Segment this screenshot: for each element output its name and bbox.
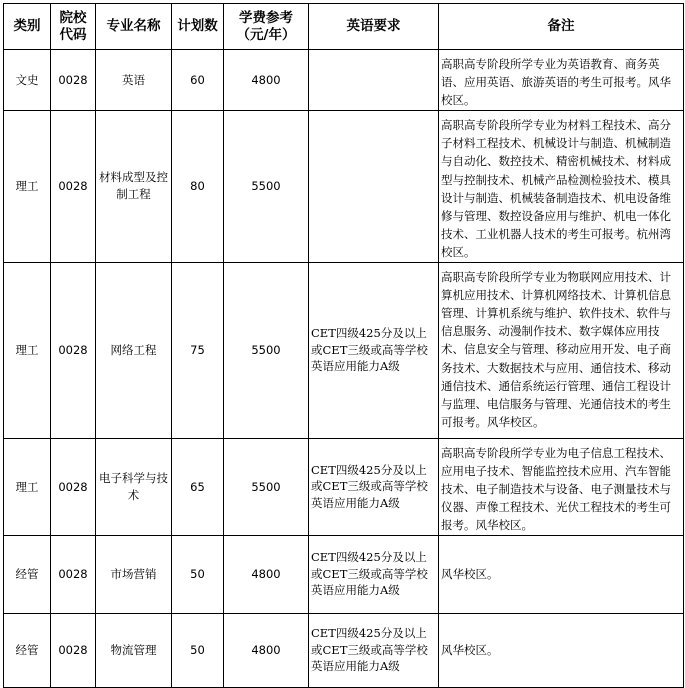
- header-major: 专业名称: [96, 4, 172, 50]
- row-major: 网络工程: [96, 262, 172, 438]
- row-tuition: 4800: [224, 50, 309, 111]
- table-row: [4, 262, 684, 438]
- row-tuition: 5500: [224, 438, 309, 535]
- header-category: 类别: [4, 4, 51, 50]
- header-notes: 备注: [439, 4, 684, 50]
- row-english-requirement: [309, 50, 439, 111]
- row-major: 英语: [96, 50, 172, 111]
- row-notes: 风华校区。: [439, 613, 684, 687]
- row-category: 经管: [4, 535, 51, 613]
- row-plan: 65: [172, 438, 224, 535]
- row-tuition: 4800: [224, 613, 309, 687]
- row-tuition: 5500: [224, 111, 309, 263]
- row-major: 电子科学与技术: [96, 438, 172, 535]
- header-english: 英语要求: [309, 4, 439, 50]
- row-school-code: 0028: [51, 111, 96, 263]
- row-school-code: 0028: [51, 613, 96, 687]
- row-school-code: 0028: [51, 438, 96, 535]
- row-tuition: 5500: [224, 262, 309, 438]
- row-english-requirement: CET四级425分及以上或CET三级或高等学校英语应用能力A级: [309, 438, 439, 535]
- row-major: 物流管理: [96, 613, 172, 687]
- row-notes: 高职高专阶段所学专业为物联网应用技术、计算机应用技术、计算机网络技术、计算机信息管理、计算机系统与维护、软件技术、软件与信息服务、动漫制作技术、数字媒体应用技术、信息安全与管理、移动应用开发、电子商务技术、大数据技术与应用、通信技术、移动通信技术、通信系统运行管理、通信工程设计与监理、电信服务与管理、光通信技术的考生可报考。风华校区。: [439, 262, 684, 438]
- table-row: [4, 438, 684, 535]
- row-school-code: 0028: [51, 50, 96, 111]
- row-plan: 80: [172, 111, 224, 263]
- row-plan: 50: [172, 535, 224, 613]
- row-notes: 高职高专阶段所学专业为电子信息工程技术、应用电子技术、智能监控技术应用、汽车智能技术、电子制造技术与设备、电子测量技术与仪器、声像工程技术、光伏工程技术的考生可报考。风华校区。: [439, 438, 684, 535]
- header-school-code: 院校代码: [51, 4, 96, 50]
- row-plan: 75: [172, 262, 224, 438]
- row-english-requirement: CET四级425分及以上或CET三级或高等学校英语应用能力A级: [309, 535, 439, 613]
- row-school-code: 0028: [51, 262, 96, 438]
- table-row: [4, 111, 684, 263]
- row-category: 理工: [4, 262, 51, 438]
- row-english-requirement: CET四级425分及以上或CET三级或高等学校英语应用能力A级: [309, 613, 439, 687]
- row-plan: 60: [172, 50, 224, 111]
- header-row: [4, 4, 684, 50]
- row-plan: 50: [172, 613, 224, 687]
- row-notes: 风华校区。: [439, 535, 684, 613]
- table-row: [4, 535, 684, 613]
- row-tuition: 4800: [224, 535, 309, 613]
- row-category: 理工: [4, 111, 51, 263]
- row-school-code: 0028: [51, 535, 96, 613]
- row-english-requirement: [309, 111, 439, 263]
- header-plan: 计划数: [172, 4, 224, 50]
- table-row: [4, 50, 684, 111]
- row-notes: 高职高专阶段所学专业为英语教育、商务英语、应用英语、旅游英语的考生可报考。风华校区。: [439, 50, 684, 111]
- header-tuition: 学费参考（元/年）: [224, 4, 309, 50]
- row-category: 文史: [4, 50, 51, 111]
- row-category: 理工: [4, 438, 51, 535]
- table-row: [4, 613, 684, 687]
- row-major: 市场营销: [96, 535, 172, 613]
- admissions-table: [3, 3, 684, 688]
- row-english-requirement: CET四级425分及以上或CET三级或高等学校英语应用能力A级: [309, 262, 439, 438]
- row-major: 材料成型及控制工程: [96, 111, 172, 263]
- row-notes: 高职高专阶段所学专业为材料工程技术、高分子材料工程技术、机械设计与制造、机械制造与自动化、数控技术、精密机械技术、材料成型与控制技术、机械产品检测检验技术、模具设计与制造、机械装备制造技术、机电设备维修与管理、数控设备应用与维护、机电一体化技术、工业机器人技术的考生可报考。杭州湾校区。: [439, 111, 684, 263]
- row-category: 经管: [4, 613, 51, 687]
